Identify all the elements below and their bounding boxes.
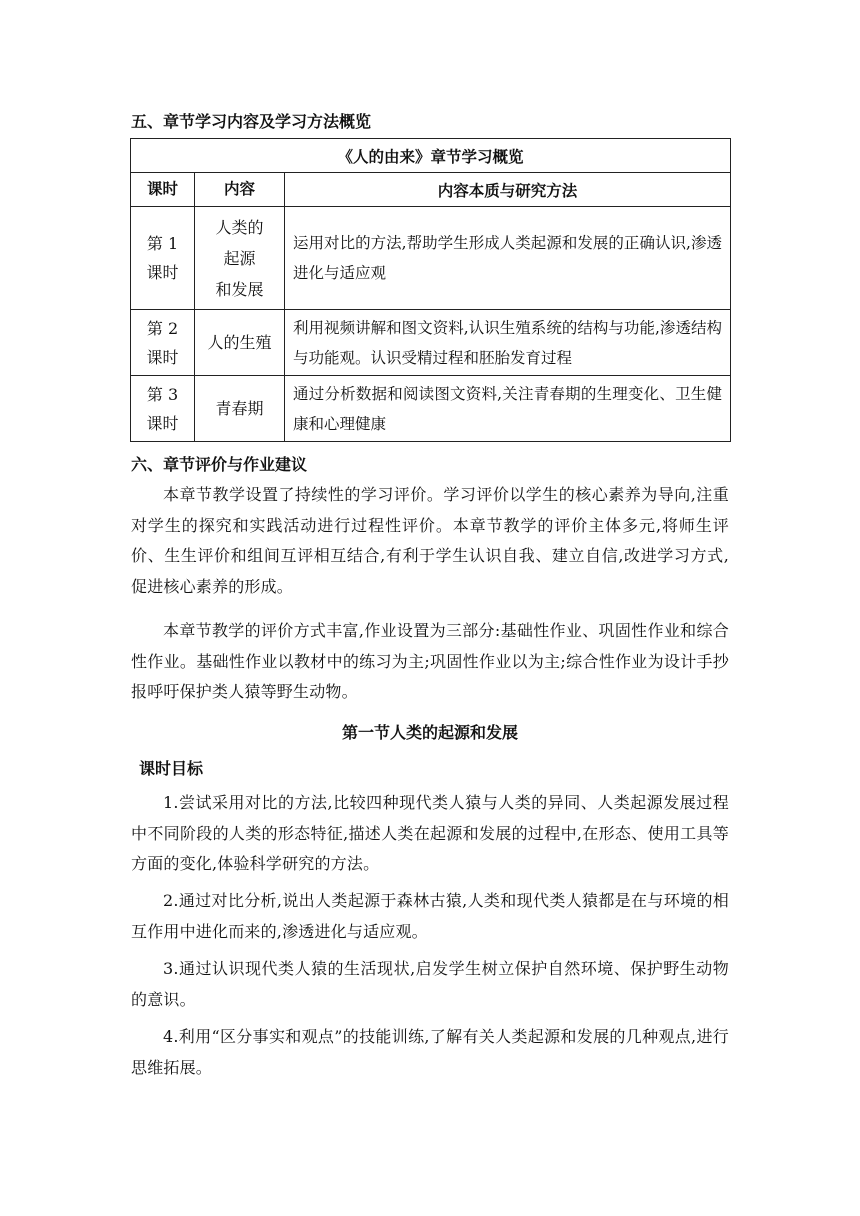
lesson-title: 第一节人类的起源和发展 bbox=[341, 723, 518, 742]
objective-item: 3.通过认识现代类人猿的生活现状,启发学生树立保护自然环境、保护野生动物的意识。 bbox=[131, 959, 729, 1009]
objective-item: 1.尝试采用对比的方法,比较四种现代类人猿与人类的异同、人类起源发展过程中不同阶段的人类的形态特征,描述人类在起源和发展的过程中,在形态、使用工具等方面的变化,体验科学研究的方法。 bbox=[131, 793, 729, 873]
table-row bbox=[131, 376, 731, 442]
chapter-overview-table bbox=[130, 138, 731, 442]
table-title: 《人的由来》章节学习概览 bbox=[131, 139, 731, 173]
lesson-cell: 第 1 课时 bbox=[131, 207, 195, 310]
objectives-heading: 课时目标 bbox=[139, 759, 204, 778]
column-header-content: 内容 bbox=[195, 173, 285, 207]
content-cell: 青春期 bbox=[195, 376, 285, 442]
objective-item: 2.通过对比分析,说出人类起源于森林古猿,人类和现代类人猿都是在与环境的相互作用中进化而来的,渗透进化与适应观。 bbox=[131, 891, 729, 941]
method-cell: 利用视频讲解和图文资料,认识生殖系统的结构与功能,渗透结构与功能观。认识受精过程和胚胎发育过程 bbox=[285, 310, 731, 376]
objective-item: 4.利用“区分事实和观点”的技能训练,了解有关人类起源和发展的几种观点,进行思维拓展。 bbox=[131, 1027, 729, 1077]
method-cell: 运用对比的方法,帮助学生形成人类起源和发展的正确认识,渗透进化与适应观 bbox=[285, 207, 731, 310]
lesson-cell: 第 3 课时 bbox=[131, 376, 195, 442]
column-header-method: 内容本质与研究方法 bbox=[285, 173, 731, 207]
content-cell: 人的生殖 bbox=[195, 310, 285, 376]
column-header-lesson: 课时 bbox=[131, 173, 195, 207]
content-cell: 人类的 起源 和发展 bbox=[195, 207, 285, 310]
table-row bbox=[131, 207, 731, 310]
method-cell: 通过分析数据和阅读图文资料,关注青春期的生理变化、卫生健康和心理健康 bbox=[285, 376, 731, 442]
section-heading-evaluation: 六、章节评价与作业建议 bbox=[131, 455, 308, 474]
evaluation-paragraph-1: 本章节教学设置了持续性的学习评价。学习评价以学生的核心素养为导向,注重对学生的探究和实践活动进行过程性评价。本章节教学的评价主体多元,将师生评价、生生评价和组间互评相互结合,有利于学生认识自我、建立自信,改进学习方式,促进核心素养的形成。 bbox=[131, 485, 729, 596]
evaluation-paragraph-2: 本章节教学的评价方式丰富,作业设置为三部分:基础性作业、巩固性作业和综合性作业。基础性作业以教材中的练习为主;巩固性作业以为主;综合性作业为设计手抄报呼吁保护类人猿等野生动物。 bbox=[131, 621, 729, 701]
lesson-cell: 第 2 课时 bbox=[131, 310, 195, 376]
table-row bbox=[131, 310, 731, 376]
section-heading-overview: 五、章节学习内容及学习方法概览 bbox=[131, 112, 372, 131]
